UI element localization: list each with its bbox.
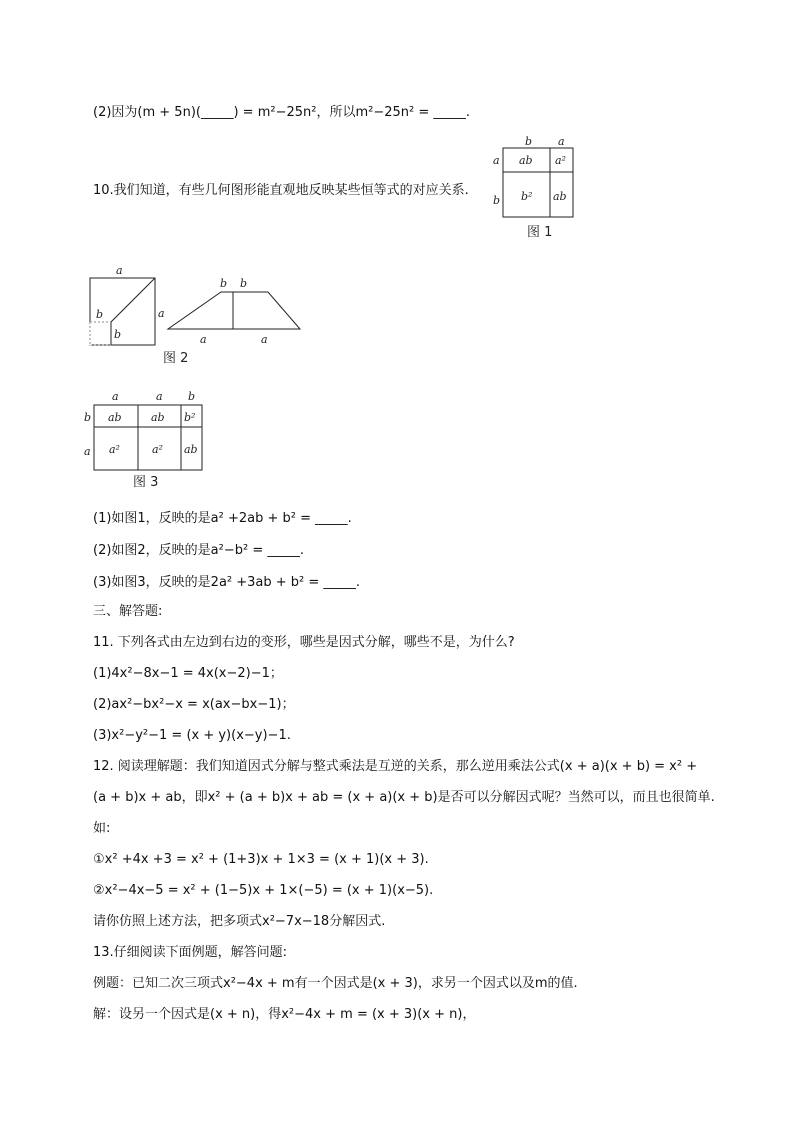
question-13: 13.仔细阅读下面例题，解答问题: — [93, 945, 288, 960]
fig1-label: b — [525, 135, 533, 148]
fig3-label: a — [112, 390, 119, 403]
q10-part1: (1)如图1，反映的是a² +2ab + b² = _____. — [93, 511, 352, 526]
fig1-cell: ab — [519, 154, 533, 167]
fig2-label: a — [158, 307, 165, 320]
fig1-label: a — [493, 154, 500, 167]
fig2-label: b — [240, 277, 248, 290]
question-10: 10.我们知道，有些几何图形能直观地反映某些恒等式的对应关系. — [93, 183, 469, 198]
q12-example-label: 如: — [93, 821, 111, 836]
fig1-caption: 图 1 — [527, 225, 553, 240]
figure-1 — [485, 132, 585, 246]
fig2-label: a — [116, 264, 123, 277]
fig3-cell: ab — [184, 443, 198, 456]
fig2-label: b — [96, 308, 104, 321]
fig2-label: a — [261, 333, 268, 346]
question-12-cont: (a + b)x + ab，即x² + (a + b)x + ab = (x + a)(x + b)是否可以分解因式呢？当然可以，而且也很简单. — [93, 790, 715, 805]
fig3-cell: ab — [151, 411, 165, 424]
figure-3 — [80, 386, 210, 495]
section-heading: 三、解答题: — [93, 604, 163, 619]
q10-part2: (2)如图2，反映的是a²−b² = _____. — [93, 543, 305, 558]
fig1-label: b — [493, 194, 501, 207]
q13-example: 例题：已知二次三项式x²−4x + m有一个因式是(x + 3)，求另一个因式以及m的值. — [93, 976, 578, 991]
q12-example1: ①x² +4x +3 = x² + (1+3)x + 1×3 = (x + 1)(x + 3). — [93, 852, 429, 867]
fig2-label: b — [220, 277, 228, 290]
fig3-cell: ab — [108, 411, 122, 424]
question-12: 12. 阅读理解题：我们知道因式分解与整式乘法是互逆的关系，那么逆用乘法公式(x + a)(x + b) = x² + — [93, 759, 698, 774]
fig1-cell: b² — [521, 190, 533, 203]
fig3-cell: a² — [152, 443, 163, 456]
q11-part2: (2)ax²−bx²−x = x(ax−bx−1)； — [93, 697, 295, 712]
fig3-label: a — [156, 390, 163, 403]
fig3-label: b — [188, 390, 196, 403]
q11-part1: (1)4x²−8x−1 = 4x(x−2)−1； — [93, 666, 283, 681]
q11-part3: (3)x²−y²−1 = (x + y)(x−y)−1. — [93, 728, 291, 743]
fig3-caption: 图 3 — [133, 475, 159, 490]
fig2-label: b — [114, 328, 122, 341]
fig2-label: a — [200, 333, 207, 346]
q13-solution: 解：设另一个因式是(x + n)，得x²−4x + m = (x + 3)(x + n)， — [93, 1007, 476, 1022]
question-line: (2)因为(m + 5n)(_____) = m²−25n²，所以m²−25n² = _____. — [93, 105, 471, 120]
fig1-cell: a² — [555, 154, 566, 167]
fig1-label: a — [558, 135, 565, 148]
fig3-label: a — [84, 445, 91, 458]
question-11: 11. 下列各式由左边到右边的变形，哪些是因式分解，哪些不是，为什么? — [93, 635, 515, 650]
fig3-label: b — [84, 411, 92, 424]
fig1-cell: ab — [553, 190, 567, 203]
q12-task: 请你仿照上述方法，把多项式x²−7x−18分解因式. — [93, 914, 386, 929]
q12-example2: ②x²−4x−5 = x² + (1−5)x + 1×(−5) = (x + 1)(x−5). — [93, 883, 434, 898]
fig3-cell: a² — [109, 443, 120, 456]
q10-part3: (3)如图3，反映的是2a² +3ab + b² = _____. — [93, 575, 361, 590]
fig3-cell: b² — [184, 411, 196, 424]
figure-2 — [85, 262, 305, 371]
fig2-caption: 图 2 — [163, 351, 189, 366]
